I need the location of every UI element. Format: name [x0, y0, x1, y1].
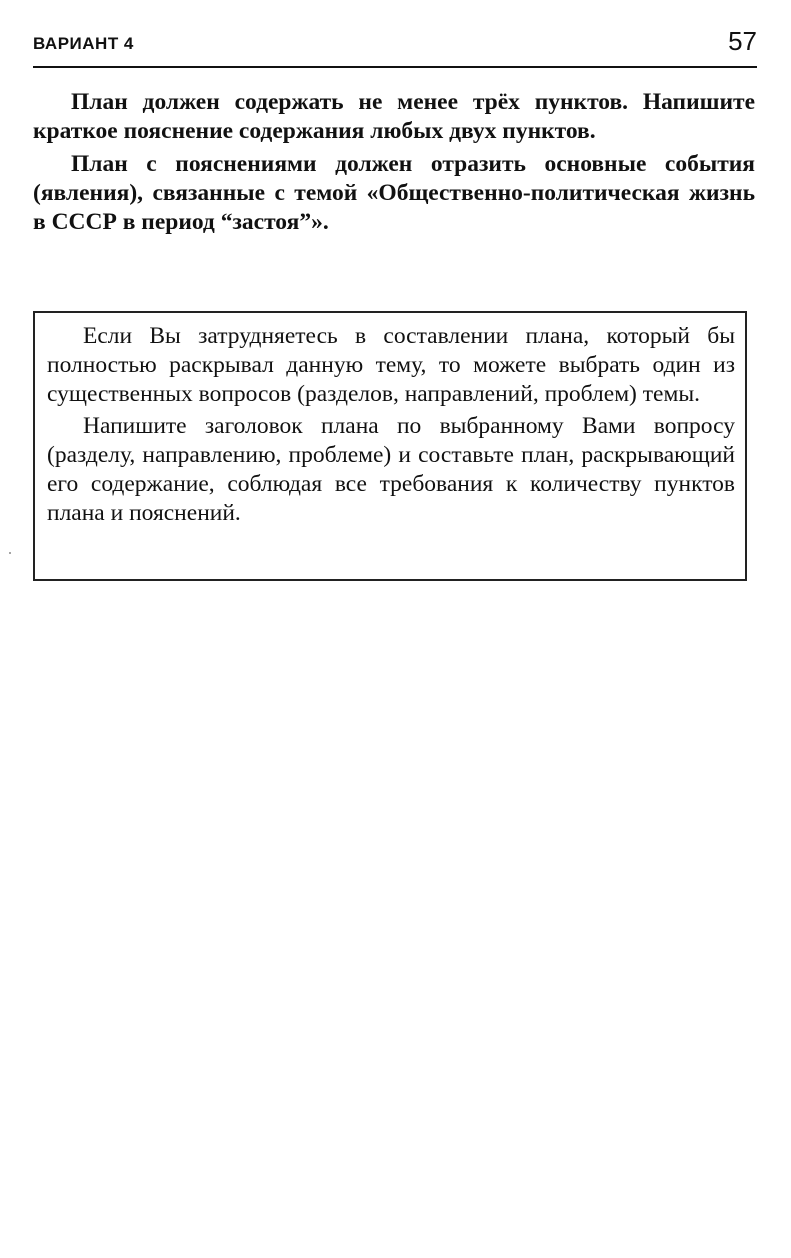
instruction-paragraph: План должен содержать не менее трёх пунктов. Напишите краткое пояснение содержания любых двух пунктов.	[33, 89, 755, 144]
page-header	[33, 24, 757, 60]
variant-title: ВАРИАНТ 4	[33, 34, 134, 53]
scan-speck	[9, 552, 11, 554]
instruction-paragraph: План с пояснениями должен отразить основные события (явления), связанные с темой «Общественно-политическая жизнь в СССР в период “застоя”».	[33, 151, 755, 235]
header-divider	[33, 66, 757, 68]
note-paragraph: Если Вы затрудняетесь в составлении плана, который бы полностью раскрывал данную тему, то можете выбрать один из существенных вопросов (разделов, направлений, проблем) темы.	[47, 323, 735, 407]
page-number: 57	[728, 26, 757, 56]
note-box	[33, 311, 747, 581]
note-paragraph: Напишите заголовок плана по выбранному Вами вопросу (разделу, направлению, проблеме) и составьте план, раскрывающий его содержание, соблюдая все требования к количеству пунктов плана и пояснений.	[47, 413, 735, 526]
instructions	[33, 88, 755, 241]
